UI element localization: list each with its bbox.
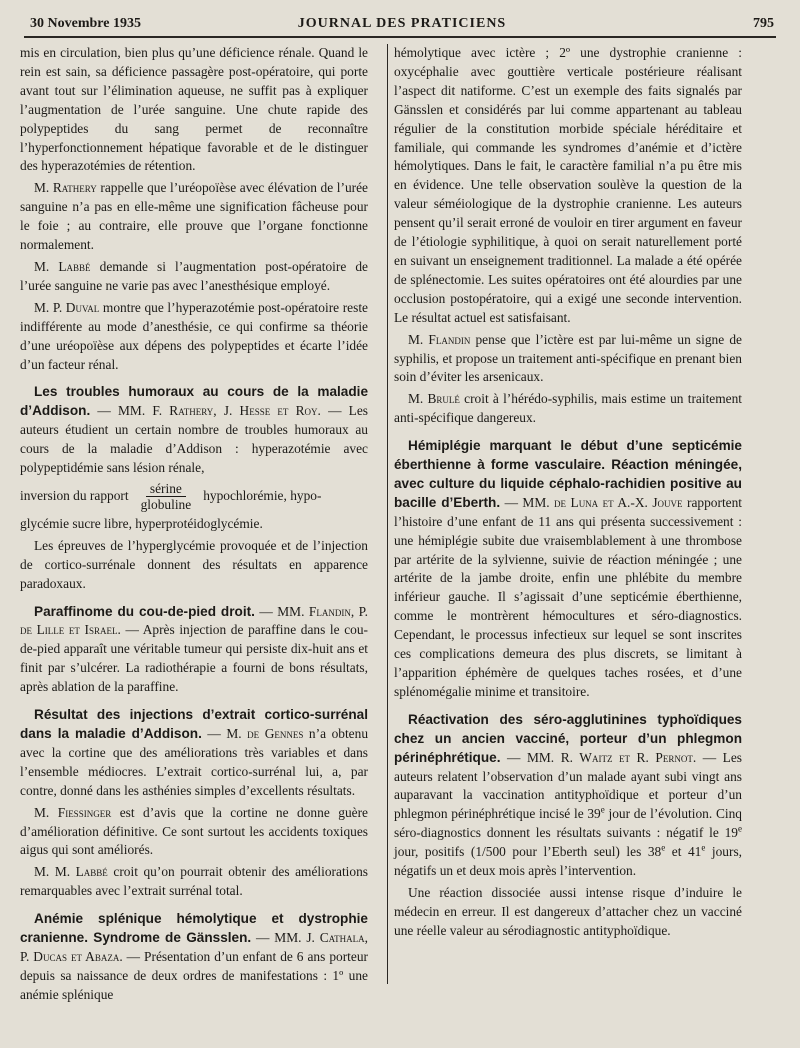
ordinal-suffix: e [600,804,605,815]
paragraph: glycémie sucre libre, hyperprotéidoglycémie. [20,515,263,531]
paragraph: Une réaction dissociée aussi intense risque d’induire le médecin en erreur. Il est dangereux d’attacher chez un vacciné une réelle valeur au sérodiagnostic antityphoïdique. [394,884,742,938]
communication-cortico-surrenal [20,706,368,801]
section-body: et 41 [665,844,702,860]
speaker-name: M. M. Labbé [34,864,108,880]
paragraph [394,390,742,428]
right-column [394,44,742,944]
section-body: n’a obtenu avec la cortine que des améliorations très variables et dans l’ensemble médiocres. L’extrait cortico-surrénal lui, a, par contre, donné dans les asthénies simples d’excellents résultats. [20,726,369,798]
communication-hemiplegie [394,437,742,702]
section-body: — Les auteurs relatent l’observation d’un malade ayant subi vingt ans auparavant la vaccination antityphoïdique et porteur d’un phlegmon périnéphrétique incisé le 39 [394,749,743,822]
paragraph [394,331,742,388]
communication-paraffinome [20,603,368,698]
section-authors: — MM. Flandin, P. de Lille et Israel. [20,603,368,638]
ordinal-suffix: e [661,842,666,853]
communication-reactivation [394,711,742,881]
speaker-name: M. Brulé [408,391,460,407]
left-column [20,44,368,1008]
formula-after: hypochlorémie, hypo- [203,487,322,503]
ratio-formula [20,481,368,512]
fraction-denominator: globuline [140,496,192,512]
paragraph [20,863,368,901]
section-title: Réactivation des séro-agglutinines typhoïdiques chez un ancien vacciné, porteur d’un phlegmon périnéphrétique. [394,711,742,765]
header-rule [24,36,776,38]
section-title: Paraffinome du cou-de-pied droit. [34,603,255,619]
section-body: — Après injection de paraffine dans le cou-de-pied apparaît une véritable tumeur qui persiste dix-huit ans et finit par s’ulcérer. La radiothérapie a fourni de bons résultats, après ablation de la paraffine. [20,622,369,695]
section-authors: — MM. J. Cathala, P. Ducas et Abaza. [20,930,369,964]
ordinal-suffix: e [701,842,706,853]
paragraph: Les épreuves de l’hyperglycémie provoquée et de l’injection de cortico-surrénale donnent des résultats en apparence paradoxaux. [20,537,368,591]
page-number: 795 [753,16,774,31]
speaker-name: M. Flandin [408,331,471,347]
section-body: rapportent l’histoire d’une enfant de 11 ans qui présenta successivement : une hémiplégie subite due vraisemblablement à une thrombose par artérite de la sylvienne, suivie de réaction méningée ; une artérite de la jambe droite, enfin une phlébite du membre inférieur gauche. Il s’agissait d’une septicémie éberthienne, comme le montrèrent hémocultures et séro-diagnostics. Cependant, le processus infectieux sur lequel se sont inscrites ces complications demeura des plus discrets, se limitant à l’apparition éphémère de quelques taches rosées, et d’une splénomégalie minime et transitoire. [394,494,743,699]
speaker-name: M. Fiessinger [34,804,112,820]
paragraph-text: est d’avis que la cortine ne donne guère d’amélioration définitive. Ce sont surtout les accidents toxiques aigus qui sont améliorés. [20,804,368,858]
section-title: Hémiplégie marquant le début d’une septicémie éberthienne à forme vasculaire. Réaction méningée, avec culture du liquide céphalo-rachidien positive au bacille d’Eberth. [394,438,742,510]
formula-before: inversion du rapport [20,487,129,503]
speaker-name: M. P. Duval [34,299,100,315]
section-title: Les troubles humoraux au cours de la maladie d’Addison. [20,384,368,419]
paragraph-text: montre que l’hyperazotémie post-opératoire reste indifférente au mode d’anesthésie, ce qui confirme sa théorie d’une uréopoïèse aux dépens des polypeptides et écarte l’idée d’un facteur rénal. [20,299,368,372]
paragraph-text: pense que l’ictère est par lui-même un signe de syphilis, et propose un traitement anti-spécifique en prenant bien soin d’éviter les arsenicaux. [394,331,742,385]
section-body: jour de l’évolution. Cinq séro-diagnostics donnent les résultats suivants : négatif le 19 [394,806,742,841]
section-authors: — MM. R. Waitz et R. Pernot. [500,749,697,765]
paragraph: hémolytique avec ictère ; 2º une dystrophie cranienne : oxycéphalie avec gouttière verticale postérieure réalisant l’aspect dit natiforme. C’est un exemple des faits signalés par Gänsslen et considérés par lui comme appartenant au tableau régulier de la constitution morbide spéciale héréditaire et familiale, qui commande les syndromes d’anémie et d’ictère hémolytiques. Dans le fait, le caractère familial n’a pu être mis en évidence. Une telle observation soulève la question de la valeur séméiologique de la dystrophie cranienne. Les auteurs pensent qu’il serait erroné de vouloir en tirer argument en faveur de l’étiologie syphilitique, à quoi on serait naturellement porté en suivant un enseignement traditionnel. La malade a été opérée de splénectomie. Les suites opératoires ont été alourdies par une occlusion postopératoire, qui a exigé une seconde intervention. Le résultat actuel est satisfaisant. [394,45,742,325]
column-divider [387,44,388,984]
paragraph [20,179,368,255]
section-authors: — MM. F. Rathery, J. Hesse et Roy. [90,403,321,419]
paragraph-text: rappelle que l’uréopoïèse avec élévation de l’urée sanguine n’a pas en elle-même une signification fâcheuse pour le foie ; au contraire, elle prouve que l’organe fonctionne normalement. [20,180,368,253]
section-body: jours, négatifs un et deux mois après l’intervention. [394,844,743,879]
fraction [137,481,196,512]
paragraph-text: croit qu’on pourrait obtenir des améliorations remarquables avec l’extrait surrénal total. [20,864,368,899]
speaker-name: M. Labbé [34,258,91,274]
fraction-numerator: sérine [146,481,186,497]
paragraph [20,258,368,296]
communication-addison [20,383,368,478]
paragraph-text: croit à l’hérédo-syphilis, mais estime un traitement anti-spécifique dangereux. [394,391,743,426]
communication-gansslen [20,910,368,1005]
speaker-name: M. Rathery [34,180,97,196]
section-body: — Les auteurs étudient un certain nombre de troubles humoraux au cours de la maladie d’Addison : hyperazotémie avec polypeptidémie sans lésion rénale, [20,403,368,476]
paragraph: mis en circulation, bien plus qu’une déficience rénale. Quand le rein est sain, sa déficience passagère post-opératoire, qui porte avant tout sur l’élimination aqueuse, ne suffit pas à expliquer l’augmentation de l’urée sanguine. Une chute rapide des polypeptides du sang permet de reconnaître l’hyperfonctionnement hépatique favorable et de le distinguer des hyperazotémies de rétention. [20,45,368,174]
section-title: Résultat des injections d’extrait cortico-surrénal dans la maladie d’Addison. [20,707,368,741]
section-authors: — M. de Gennes [201,726,304,741]
section-authors: — MM. de Luna et A.-X. Jouve [500,494,683,510]
ordinal-suffix: e [738,823,742,834]
section-body: — Présentation d’un enfant de 6 ans porteur depuis sa naissance de deux ordres de manifestations : 1º une anémie splénique [20,948,368,1002]
paragraph [20,804,368,861]
paragraph [20,299,368,375]
journal-title: JOURNAL DES PRATICIENS [297,16,507,31]
section-title: Anémie splénique hémolytique et dystrophie cranienne. Syndrome de Gänsslen. [20,911,368,946]
section-body: jour, positifs (1/500 pour l’Eberth seul) les 38 [394,844,662,860]
issue-date: 30 Novembre 1935 [30,16,141,31]
paragraph-text: demande si l’augmentation post-opératoire de l’urée sanguine ne varie pas avec l’anesthésique employé. [20,258,368,293]
running-header [30,12,774,36]
